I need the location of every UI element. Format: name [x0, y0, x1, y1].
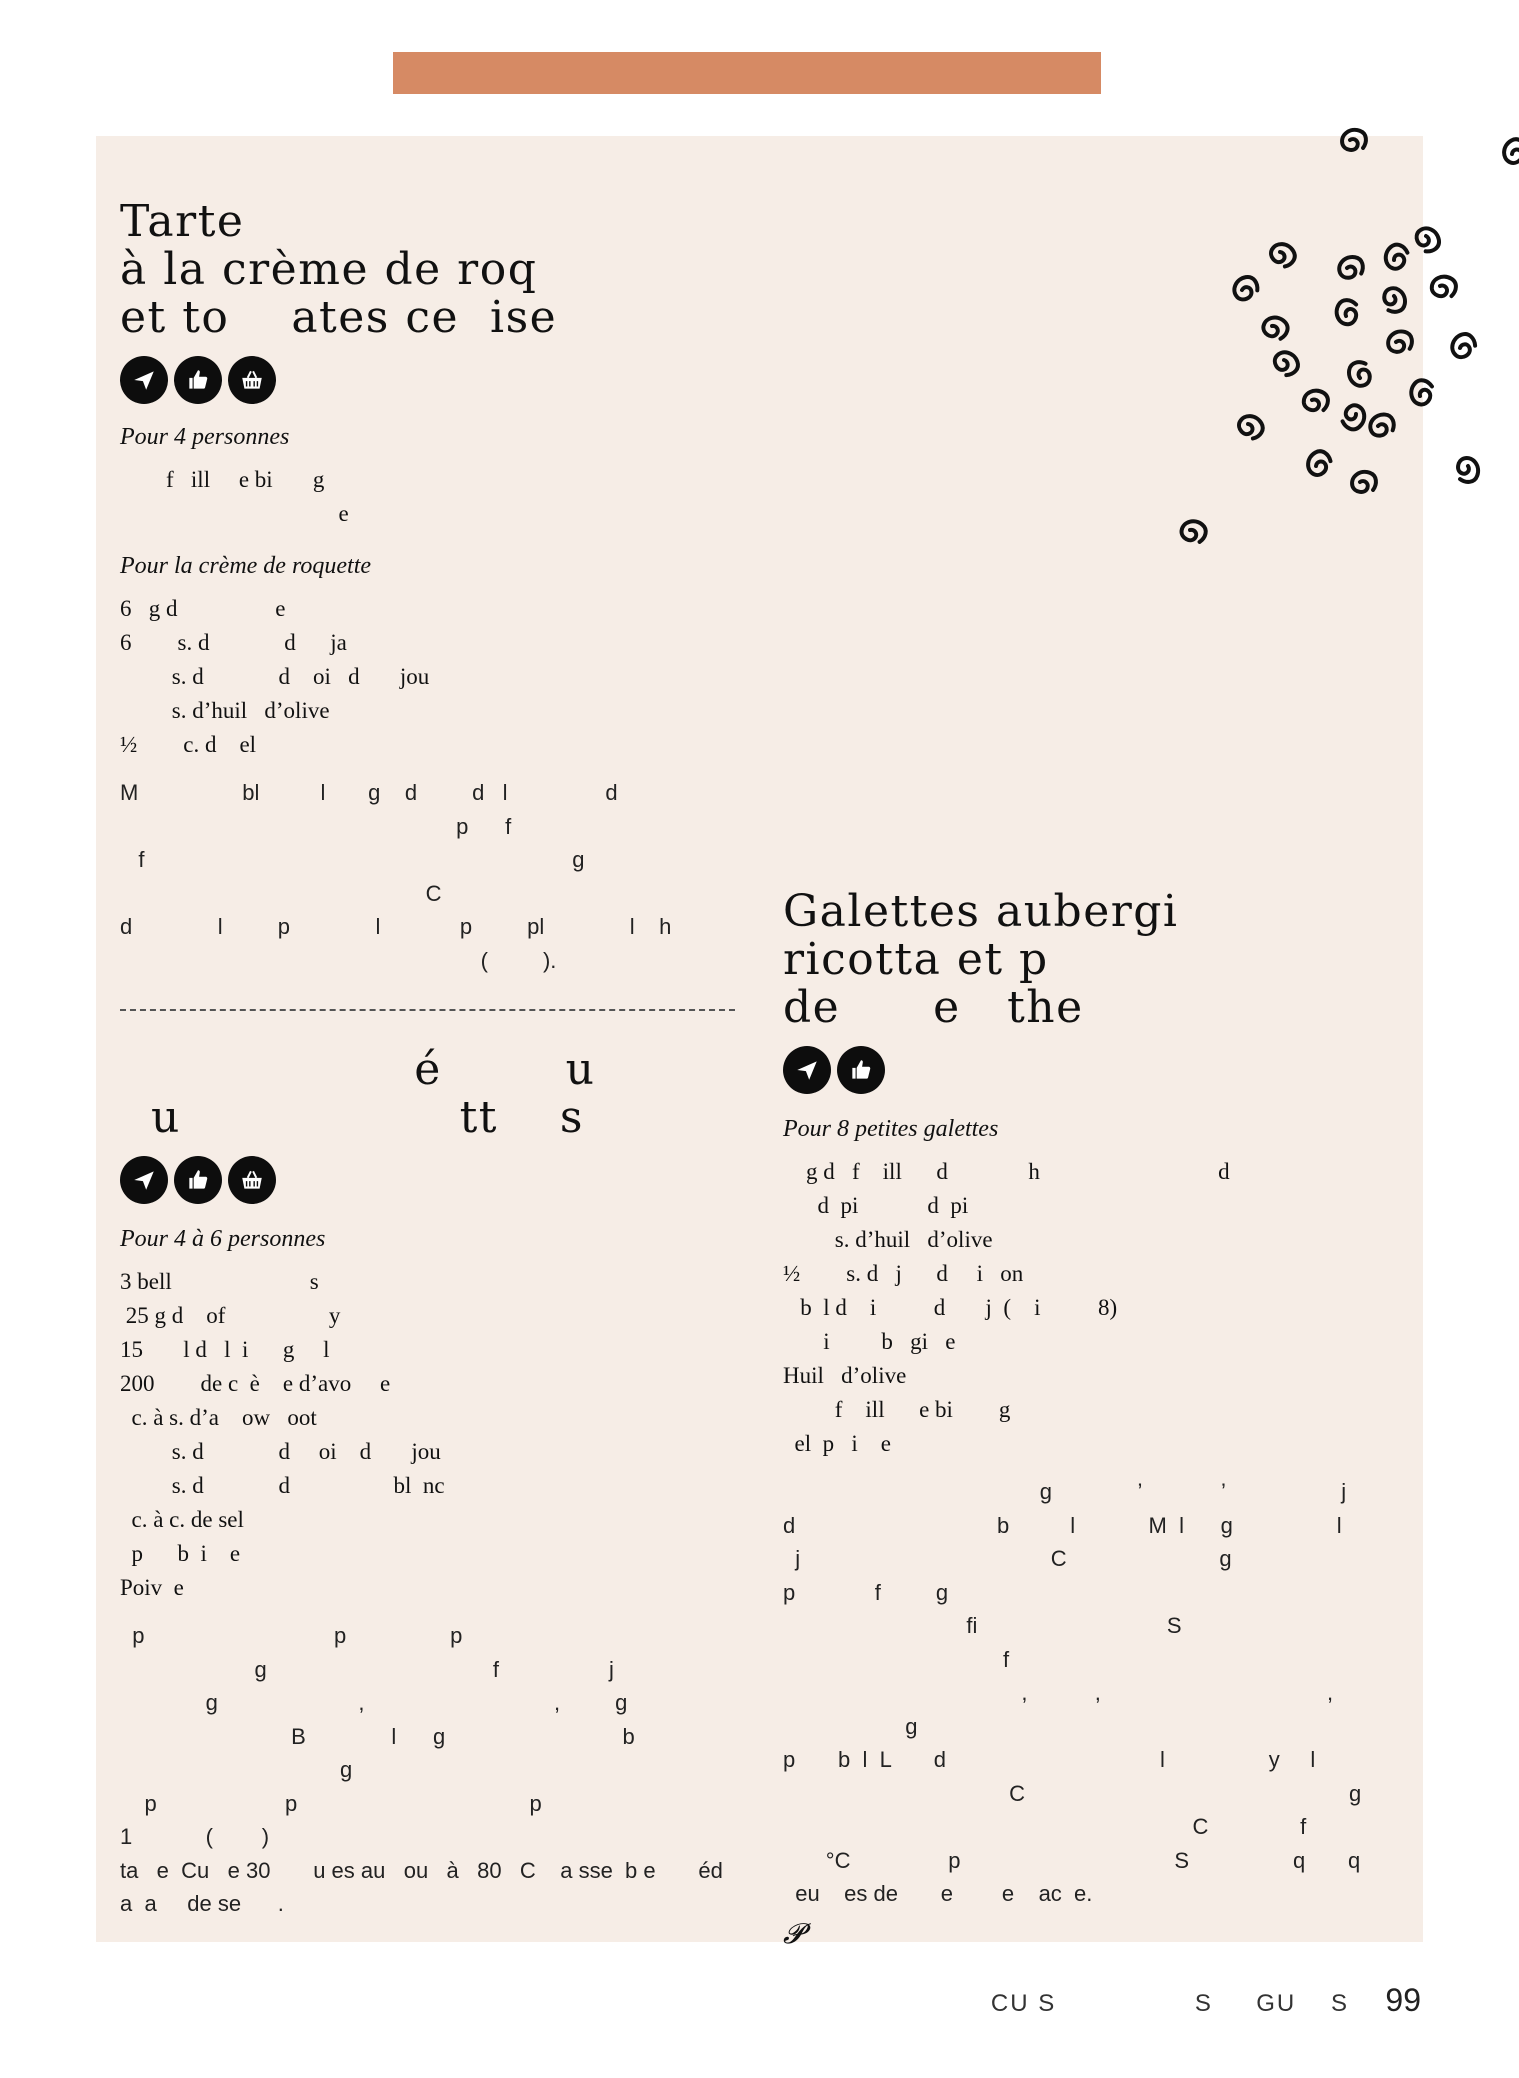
ingredient-item: s. d’huil d’olive — [783, 1227, 993, 1252]
ingredient-item: c. à c. de sel — [120, 1507, 244, 1532]
ingredient-item: s. d d bl nc — [120, 1473, 445, 1498]
ingredient-list — [783, 1155, 1413, 1461]
section-heading: Pour la crème de roquette — [120, 553, 372, 579]
step-line: B l g b — [120, 1723, 635, 1749]
step-line: fi S — [783, 1613, 1182, 1638]
ingredient-item: g d f ill d h d — [783, 1159, 1230, 1184]
step-line: f — [783, 1646, 1010, 1672]
ingredient-item: 15 l d l i g l — [120, 1337, 330, 1362]
ingredient-list — [120, 1265, 735, 1605]
ingredient-item: e — [120, 501, 349, 526]
basket-icon — [228, 1156, 276, 1204]
top-color-bar — [393, 52, 1101, 94]
ingredient-item: s. d d oi d jou — [120, 664, 430, 689]
ingredient-item: i b gi e — [783, 1329, 956, 1354]
step-line: C f — [783, 1814, 1307, 1839]
thumbs-up-icon — [174, 1156, 222, 1204]
ingredient-item: Huil d’olive — [783, 1363, 907, 1388]
recipe-title: Tarte à la crème de roq et to ates ce ise — [120, 196, 558, 343]
thumbs-up-icon — [174, 356, 222, 404]
paper-plane-icon — [783, 1046, 831, 1094]
step-line: p p p — [120, 1790, 542, 1816]
step-line: 1 ( ) — [120, 1824, 270, 1849]
recipe-title: Galettes aubergi ricotta et p de e the — [783, 886, 1179, 1033]
basket-icon — [228, 356, 276, 404]
ingredient-item: 6 s. d d ja — [120, 630, 347, 655]
recipe-galettes — [783, 888, 1413, 1951]
step-line: g , , g — [120, 1690, 628, 1715]
ingredient-item: Poiv e — [120, 1575, 184, 1600]
step-line: p f — [120, 813, 512, 839]
recipe-second — [120, 1046, 735, 1921]
footer-section-label: CU S S GU S — [990, 1990, 1349, 2017]
ingredient-item: 3 bell s — [120, 1269, 319, 1294]
dashed-divider — [120, 1009, 735, 1011]
step-line: d l p l p pl l h — [120, 914, 672, 939]
ingredient-item: s. d’huil d’olive — [120, 698, 330, 723]
step-line: g f j — [120, 1656, 614, 1682]
step-line: g ’ ’ j — [783, 1479, 1347, 1504]
section-heading: Pour 4 personnes — [120, 424, 290, 450]
paper-plane-icon — [120, 1156, 168, 1204]
page-number: 99 — [1385, 1982, 1421, 2018]
step-line: , , , — [783, 1680, 1334, 1705]
step-line: g — [783, 1713, 918, 1739]
ingredient-item: el p i e — [783, 1431, 891, 1456]
recipe-steps — [120, 776, 735, 977]
step-line: M bl l g d d l d — [120, 780, 618, 805]
ingredient-item: ½ s. d j d i on — [783, 1261, 1024, 1286]
ingredient-item: s. d d oi d jou — [120, 1439, 441, 1464]
step-line: °C p S q q — [783, 1847, 1361, 1873]
recipe-tarte — [120, 198, 735, 977]
step-line: ta e Cu e 30 u es au ou à 80 C a sse b e éd — [120, 1857, 723, 1883]
step-line: p f g — [783, 1579, 949, 1605]
step-line: ( ). — [120, 947, 557, 973]
recipe-steps — [120, 1619, 735, 1921]
step-line: j C g — [783, 1546, 1232, 1571]
step-line: p p p — [120, 1623, 463, 1648]
thumbs-up-icon — [837, 1046, 885, 1094]
section-heading: Pour 4 à 6 personnes — [120, 1226, 326, 1252]
page-footer — [991, 1982, 1421, 2019]
step-line: f g — [120, 847, 585, 872]
step-line: p b l L d l y l — [783, 1747, 1316, 1772]
ingredient-list — [120, 463, 735, 531]
section-heading: Pour 8 petites galettes — [783, 1116, 999, 1142]
recipe-steps — [783, 1475, 1413, 1911]
ingredient-item: 25 g d of y — [120, 1303, 341, 1328]
ingredient-item: ½ c. d el — [120, 732, 257, 757]
step-line: d b l M l g l — [783, 1512, 1342, 1538]
signature-mark: 𝓟 — [783, 1916, 804, 1950]
step-line: g — [120, 1757, 353, 1782]
pasta-swirl-decoration — [1160, 110, 1519, 560]
recipe-icons — [783, 1046, 1413, 1094]
paper-plane-icon — [120, 356, 168, 404]
ingredient-item: f ill e bi g — [120, 467, 325, 492]
recipe-icons — [120, 356, 735, 404]
ingredient-item: 200 de c è e d’avo e — [120, 1371, 391, 1396]
ingredient-item: d pi d pi — [783, 1193, 969, 1218]
recipe-icons — [120, 1156, 735, 1204]
ingredient-item: f ill e bi g — [783, 1397, 1011, 1422]
ingredient-list — [120, 592, 735, 762]
ingredient-item: c. à s. d’a ow oot — [120, 1405, 317, 1430]
step-line: eu es de e e ac e. — [783, 1881, 1093, 1906]
ingredient-item: b l d i d j ( i 8) — [783, 1295, 1118, 1320]
recipe-title: é u u tt s — [120, 1044, 596, 1143]
ingredient-item: 6 g d e — [120, 596, 286, 621]
step-line: a a de se . — [120, 1891, 284, 1916]
step-line: C — [120, 880, 442, 906]
ingredient-item: p b i e — [120, 1541, 241, 1566]
step-line: C g — [783, 1780, 1362, 1806]
